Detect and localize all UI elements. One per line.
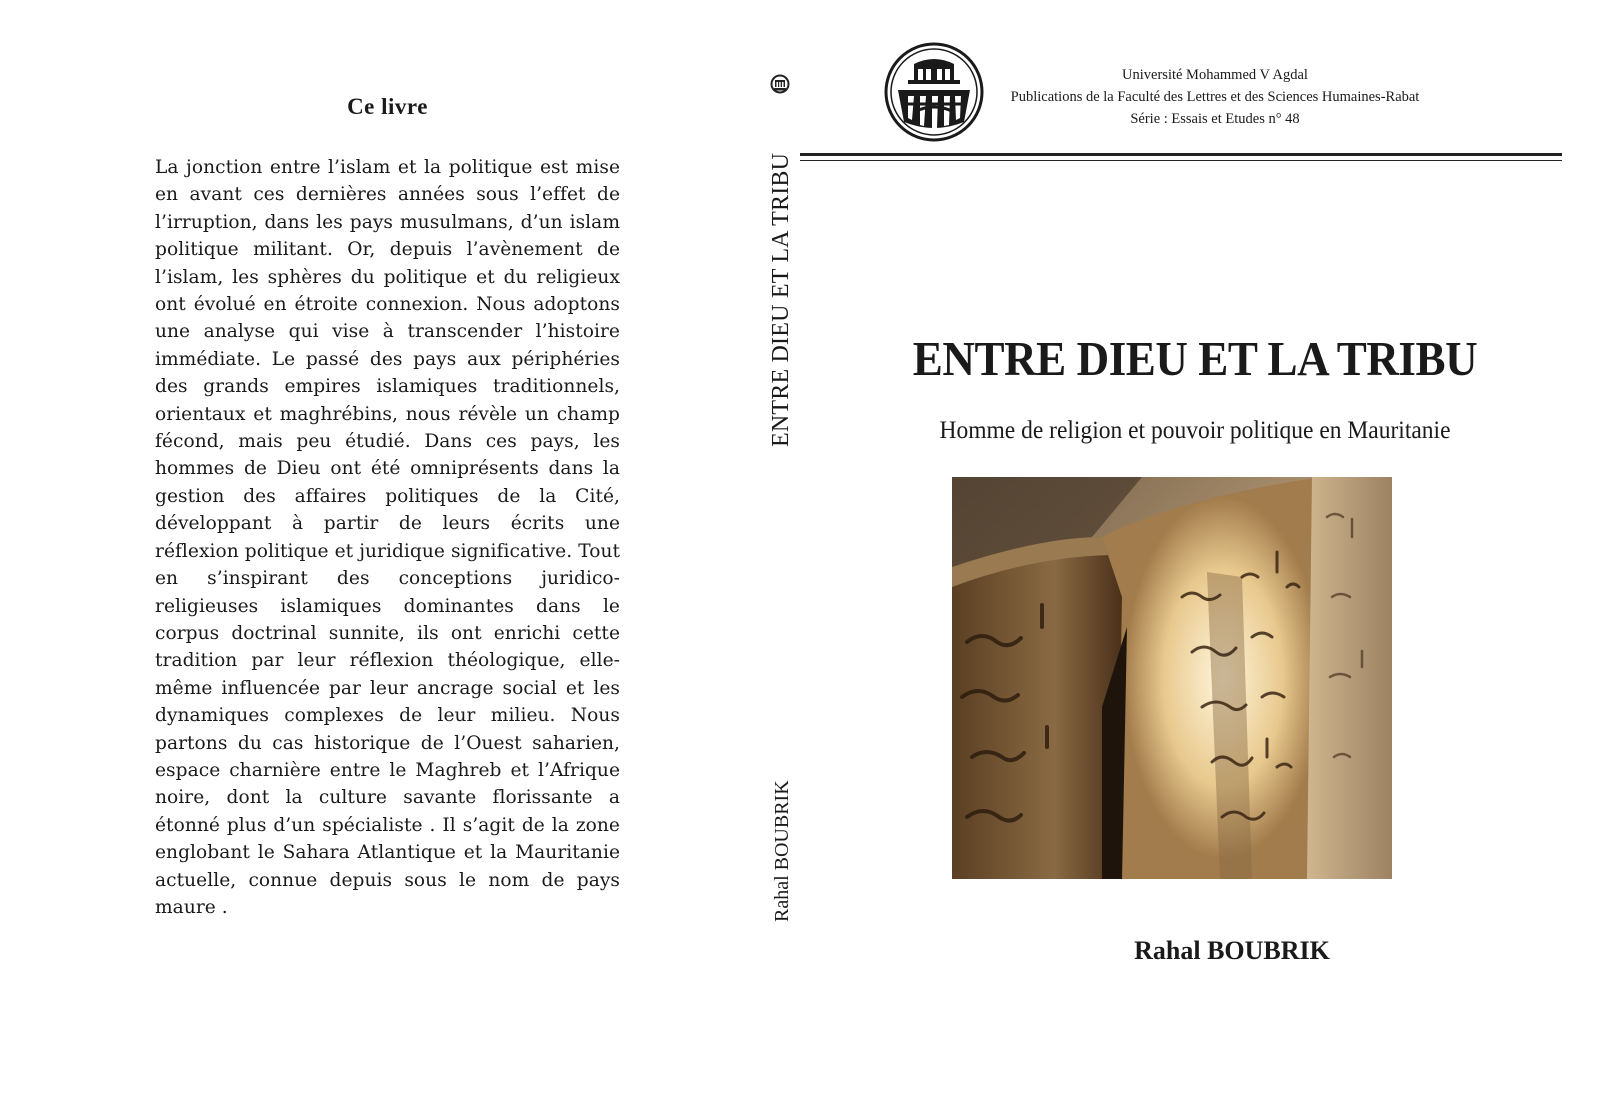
header-rule-thin	[800, 160, 1562, 161]
university-emblem-icon	[770, 74, 790, 94]
wooden-quranic-tablets-image	[952, 477, 1392, 879]
university-emblem-icon	[884, 42, 984, 142]
header-rule-thick	[800, 153, 1562, 156]
back-cover	[0, 0, 760, 1118]
spine	[760, 0, 800, 1118]
spine-title: ENTRE DIEU ET LA TRIBU	[768, 153, 794, 448]
spine-author: Rahal BOUBRIK	[771, 780, 793, 922]
publisher-block	[1010, 64, 1420, 130]
front-cover	[800, 0, 1600, 1118]
back-cover-heading: Ce livre	[347, 94, 428, 119]
publisher-faculty: Publications de la Faculté des Lettres et des Sciences Humaines-Rabat	[1010, 89, 1420, 105]
publisher-series: Série : Essais et Etudes n° 48	[1130, 111, 1300, 127]
cover-illustration	[952, 477, 1392, 879]
back-cover-blurb: La jonction entre l’islam et la politique est mise en avant ces dernières années sous l’effet de l’irruption, dans les pays musulmans, d’un islam politique militant. Or, depuis l’avènement de l’islam, les sphères du politique et du religieux ont évolué en étroite connexion. Nous adoptons une analyse qui vise à transcender l’histoire immédiate. Le passé des pays aux périphéries des grands empires islamiques traditionnels, orientaux et maghrébins, nous révèle un champ fécond, mais peu étudié. Dans ces pays, les hommes de Dieu ont été omniprésents dans la gestion des affaires politiques de la Cité, développant à partir de leurs écrits une réflexion politique et juridique significative. Tout en s’inspirant des conceptions juridico-religieuses islamiques dominantes dans le corpus doctrinal sunnite, ils ont enrichi cette tradition par leur réflexion théologique, elle-même influencée par leur ancrage social et les dynamiques complexes de leur milieu. Nous partons du cas historique de l’Ouest saharien, espace charnière entre le Maghreb et l’Afrique noire, dont la culture savante florissante a étonné plus d’un spécialiste . Il s’agit de la zone englobant le Sahara Atlantique et la Mauritanie actuelle, connue depuis sous le nom de pays maure .	[155, 157, 620, 918]
publisher-university: Université Mohammed V Agdal	[1122, 67, 1308, 83]
book-title: ENTRE DIEU ET LA TRIBU	[912, 331, 1478, 386]
book-author: Rahal BOUBRIK	[1134, 936, 1330, 965]
book-subtitle: Homme de religion et pouvoir politique en Mauritanie	[939, 417, 1451, 444]
